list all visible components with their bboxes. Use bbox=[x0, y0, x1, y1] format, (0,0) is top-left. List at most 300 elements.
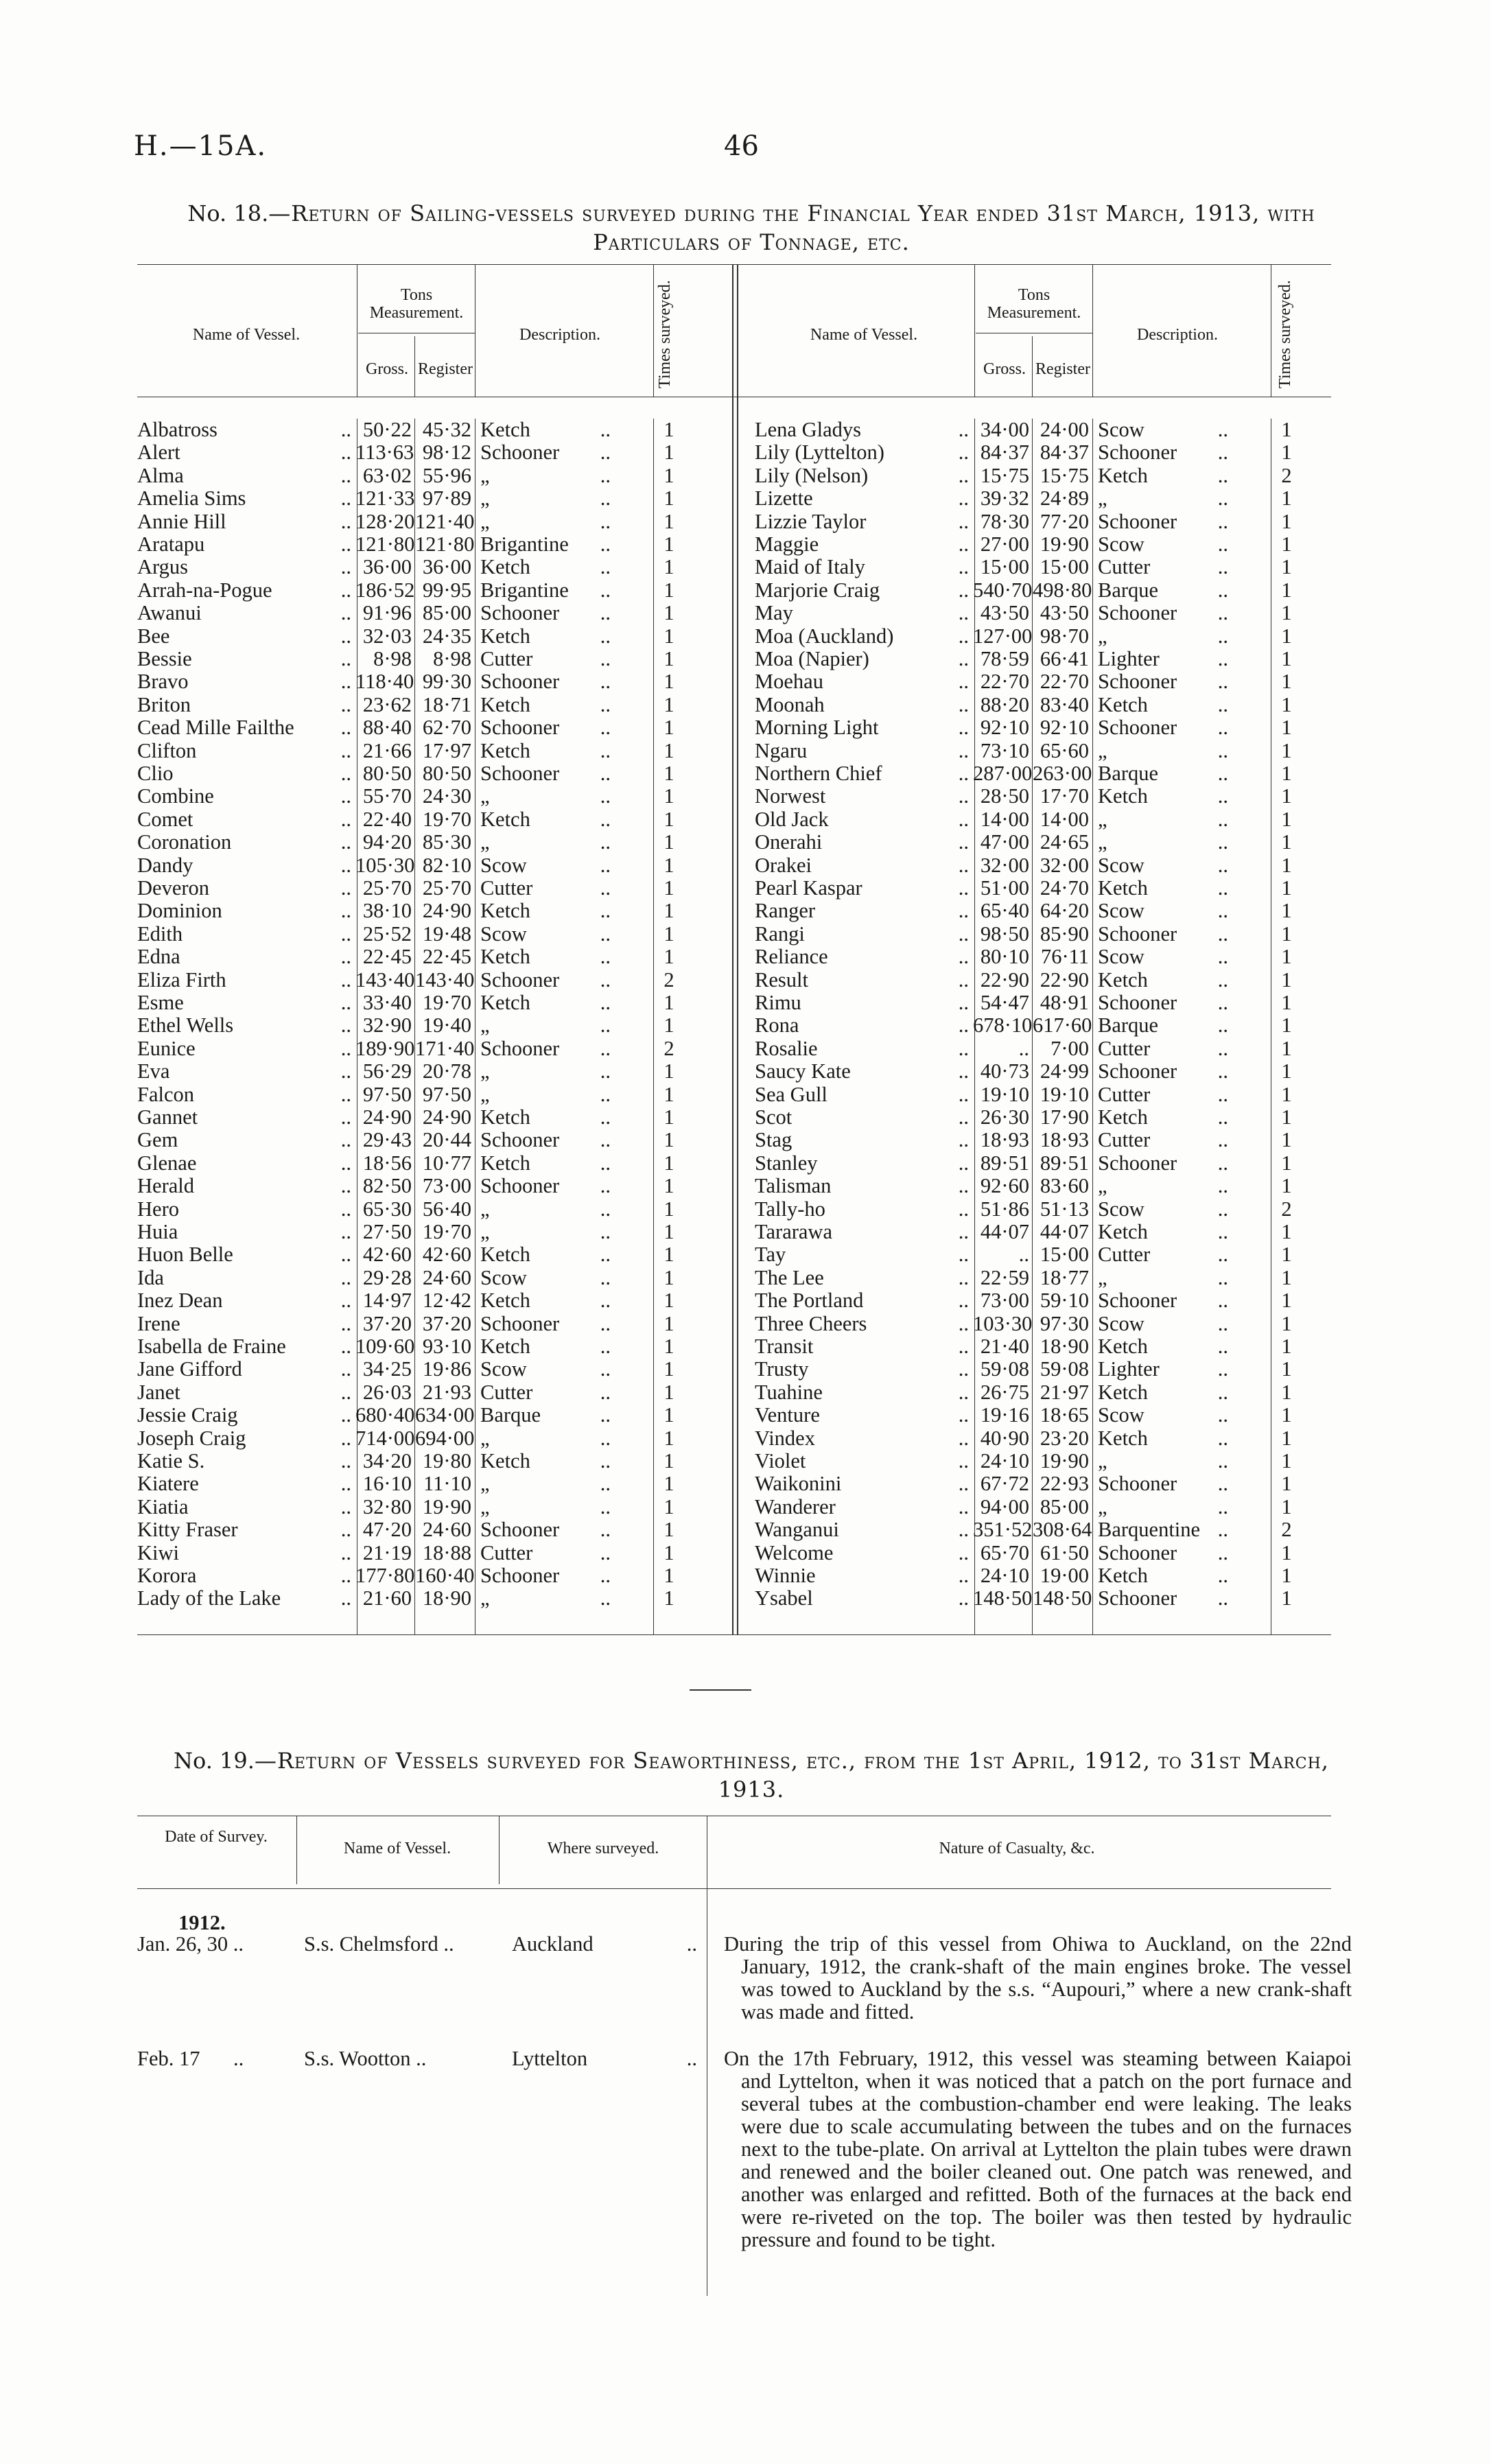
vessel-description: Cutter .. bbox=[1098, 1082, 1228, 1106]
times-surveyed: 1 bbox=[664, 692, 674, 716]
table-row bbox=[137, 1221, 731, 1243]
gross-tonnage: 21·60 bbox=[362, 1586, 412, 1610]
gross-tonnage: 37·20 bbox=[362, 1311, 412, 1335]
vessel-description: Brigantine .. bbox=[480, 532, 611, 556]
col-header-register: Register bbox=[1035, 360, 1090, 378]
vessel-name-text: Jane Gifford bbox=[137, 1358, 242, 1381]
vrule bbox=[653, 264, 654, 397]
times-surveyed: 1 bbox=[664, 418, 674, 441]
vessel-name: Lena Gladys .. bbox=[755, 419, 969, 441]
gross-tonnage: 24·10 bbox=[980, 1564, 1029, 1587]
vessel-description: Ketch .. bbox=[480, 1289, 611, 1313]
vessel-description: Scow .. bbox=[1098, 418, 1228, 441]
register-tonnage: 23·20 bbox=[1040, 1426, 1089, 1450]
table-row bbox=[137, 1267, 731, 1289]
vessel-description-text: „ bbox=[480, 784, 490, 808]
gross-tonnage: 18·93 bbox=[980, 1128, 1029, 1152]
gross-tonnage: 29·43 bbox=[362, 1128, 412, 1152]
times-surveyed: 1 bbox=[1281, 418, 1292, 441]
vessel-description: Schooner .. bbox=[480, 716, 611, 740]
vessel-name-text: Tally-ho bbox=[755, 1197, 825, 1221]
times-surveyed: 1 bbox=[664, 945, 674, 969]
vessel-name: Ida .. bbox=[137, 1266, 351, 1289]
table-row bbox=[137, 533, 731, 556]
vessel-description: „ .. bbox=[480, 1220, 611, 1243]
table-row bbox=[755, 465, 1331, 487]
vessel-name: Combine .. bbox=[137, 785, 351, 808]
vessel-name-text: Bee bbox=[137, 624, 170, 648]
vessel-name-text: Bessie bbox=[137, 648, 192, 670]
gross-tonnage: 65·40 bbox=[980, 899, 1029, 923]
col-header-times: Times surveyed. bbox=[1276, 280, 1294, 388]
vessel-name: Waikonini .. bbox=[755, 1472, 969, 1496]
vessel-name-text: Lena Gladys bbox=[755, 419, 861, 441]
vessel-name: Korora .. bbox=[137, 1564, 351, 1587]
times-surveyed: 1 bbox=[1281, 1311, 1292, 1335]
table-row bbox=[755, 923, 1331, 946]
table-row bbox=[137, 1427, 731, 1450]
table-row bbox=[755, 946, 1331, 968]
vessel-description: Ketch .. bbox=[1098, 1335, 1228, 1358]
register-tonnage: 82·10 bbox=[422, 853, 471, 877]
register-tonnage: 76·11 bbox=[1040, 945, 1089, 969]
register-tonnage: 89·51 bbox=[1040, 1151, 1089, 1175]
vessel-name: Herald .. bbox=[137, 1175, 351, 1198]
table-row bbox=[755, 1014, 1331, 1037]
table-row bbox=[755, 1564, 1331, 1587]
vessel-name-text: Kiatia bbox=[137, 1495, 189, 1518]
times-surveyed: 1 bbox=[1281, 876, 1292, 900]
vessel-name-text: Talisman bbox=[755, 1175, 832, 1198]
vessel-name: Alma .. bbox=[137, 464, 351, 487]
times-surveyed: 1 bbox=[664, 532, 674, 556]
vessel-name-text: Eva bbox=[137, 1060, 170, 1083]
vessel-description-text: Ketch bbox=[480, 555, 530, 579]
vessel-name: Albatross .. bbox=[137, 419, 351, 441]
gross-tonnage: 25·70 bbox=[362, 876, 412, 900]
vessel-name: Deveron .. bbox=[137, 877, 351, 900]
vessel-name-text: Ngaru bbox=[755, 739, 808, 762]
gross-tonnage: 92·60 bbox=[980, 1174, 1029, 1198]
vessel-name: Onerahi .. bbox=[755, 831, 969, 854]
gross-tonnage: 38·10 bbox=[362, 899, 412, 923]
gross-tonnage: 36·00 bbox=[362, 555, 412, 579]
table-row bbox=[137, 1564, 731, 1587]
table-row bbox=[755, 1542, 1331, 1564]
vessel-name: Dominion .. bbox=[137, 900, 351, 923]
vessel-name: Inez Dean .. bbox=[137, 1289, 351, 1313]
times-surveyed: 1 bbox=[664, 624, 674, 648]
table18-caption bbox=[137, 199, 1365, 257]
vessel-description: Scow .. bbox=[1098, 853, 1228, 877]
vessel-name-text: Northern Chief bbox=[755, 762, 882, 785]
gross-tonnage: 29·28 bbox=[362, 1265, 412, 1289]
vessel-description-text: Scow bbox=[1098, 853, 1144, 877]
table-row bbox=[755, 831, 1331, 854]
vessel-name: Bessie .. bbox=[137, 648, 351, 670]
vessel-description: „ .. bbox=[480, 463, 611, 487]
gross-tonnage: 32·00 bbox=[980, 853, 1029, 877]
vessel-name-text: Moa (Napier) bbox=[755, 648, 869, 670]
table-row bbox=[137, 923, 731, 946]
vessel-name-text: Sea Gull bbox=[755, 1083, 827, 1106]
gross-tonnage: 88·20 bbox=[980, 692, 1029, 716]
vessel-description: Ketch .. bbox=[1098, 692, 1228, 716]
times-surveyed: 1 bbox=[664, 1518, 674, 1542]
table-row bbox=[137, 992, 731, 1014]
vessel-description: Ketch .. bbox=[480, 1151, 611, 1175]
gross-tonnage: 91·96 bbox=[362, 601, 412, 625]
vessel-description: Schooner .. bbox=[480, 1564, 611, 1587]
times-surveyed: 1 bbox=[664, 1426, 674, 1450]
vessel-description: Ketch .. bbox=[1098, 1105, 1228, 1129]
vessel-name: Annie Hill .. bbox=[137, 510, 351, 533]
register-tonnage: 24·99 bbox=[1040, 1059, 1089, 1083]
table-row bbox=[137, 1129, 731, 1151]
times-surveyed: 1 bbox=[664, 853, 674, 877]
table-row bbox=[755, 419, 1331, 441]
table-row bbox=[755, 900, 1331, 922]
register-tonnage: 24·00 bbox=[1040, 418, 1089, 441]
table18-double-rule-b bbox=[737, 264, 738, 1635]
vessel-name: Saucy Kate .. bbox=[755, 1060, 969, 1083]
register-tonnage: 17·90 bbox=[1040, 1105, 1089, 1129]
times-surveyed: 1 bbox=[664, 1403, 674, 1427]
gross-tonnage: 78·30 bbox=[980, 509, 1029, 533]
vessel-name: Gannet .. bbox=[137, 1106, 351, 1129]
vessel-description-text: Scow bbox=[1098, 1197, 1144, 1221]
vessel-description: Ketch .. bbox=[480, 624, 611, 648]
vessel-name: S.s. Wootton .. bbox=[304, 2047, 427, 2070]
vessel-description-text: „ bbox=[1098, 1494, 1107, 1518]
vessel-description: Schooner .. bbox=[1098, 1059, 1228, 1083]
times-surveyed: 1 bbox=[664, 1357, 674, 1381]
vessel-name: Rimu .. bbox=[755, 992, 969, 1014]
vessel-description-text: Schooner bbox=[480, 441, 560, 465]
vessel-name-text: Cead Mille Failthe bbox=[137, 716, 294, 740]
vessel-description-text: „ bbox=[480, 1586, 490, 1610]
vessel-description: „ .. bbox=[480, 1059, 611, 1083]
table-row bbox=[137, 969, 731, 992]
register-tonnage: 263·00 bbox=[1033, 762, 1092, 785]
register-tonnage: 83·40 bbox=[1040, 692, 1089, 716]
register-tonnage: 617·60 bbox=[1033, 1013, 1092, 1037]
vessel-description: Ketch .. bbox=[1098, 876, 1228, 900]
vessel-description: Schooner .. bbox=[480, 967, 611, 992]
table-row bbox=[755, 1289, 1331, 1312]
table-row bbox=[137, 1472, 731, 1495]
table-row bbox=[137, 1037, 731, 1060]
register-tonnage: 21·93 bbox=[422, 1380, 471, 1404]
vessel-description: Schooner .. bbox=[1098, 601, 1228, 625]
vessel-name-text: The Lee bbox=[755, 1266, 824, 1289]
vessel-description: „ .. bbox=[1098, 1265, 1228, 1289]
vessel-name: Kitty Fraser .. bbox=[137, 1518, 351, 1542]
times-surveyed: 1 bbox=[664, 463, 674, 487]
times-surveyed: 1 bbox=[664, 1197, 674, 1221]
register-tonnage: 85·00 bbox=[1040, 1494, 1089, 1518]
vrule bbox=[414, 336, 415, 397]
vessel-name-text: Waikonini bbox=[755, 1472, 842, 1496]
vessel-description: Ketch .. bbox=[480, 807, 611, 831]
table-row bbox=[137, 556, 731, 578]
table-row bbox=[755, 1518, 1331, 1541]
times-surveyed: 1 bbox=[1281, 967, 1292, 992]
gross-tonnage: 47·00 bbox=[980, 830, 1029, 854]
times-surveyed: 1 bbox=[1281, 784, 1292, 808]
gross-tonnage: .. bbox=[1018, 1243, 1029, 1267]
gross-tonnage: 80·50 bbox=[362, 762, 412, 785]
times-surveyed: 1 bbox=[664, 441, 674, 465]
vessel-name: Lily (Lyttelton) .. bbox=[755, 441, 969, 465]
vessel-name-text: Tay bbox=[755, 1243, 786, 1267]
register-tonnage: 37·20 bbox=[422, 1311, 471, 1335]
times-surveyed: 1 bbox=[1281, 762, 1292, 785]
times-surveyed: 1 bbox=[1281, 1220, 1292, 1243]
vessel-description: Schooner .. bbox=[480, 1311, 611, 1335]
table-row bbox=[137, 1496, 731, 1518]
vessel-name-text: Ysabel bbox=[755, 1587, 813, 1610]
vessel-name-text: Herald bbox=[137, 1175, 194, 1198]
register-tonnage: 634·00 bbox=[415, 1403, 475, 1427]
vessel-description-text: Cutter bbox=[480, 1540, 533, 1564]
times-surveyed: 1 bbox=[1281, 1243, 1292, 1267]
vessel-name: Kiatere .. bbox=[137, 1472, 351, 1496]
vessel-description-text: Ketch bbox=[480, 738, 530, 762]
gross-tonnage: 44·07 bbox=[980, 1220, 1029, 1243]
register-tonnage: 19·48 bbox=[422, 922, 471, 946]
table-row bbox=[755, 1221, 1331, 1243]
gross-tonnage: 65·70 bbox=[980, 1540, 1029, 1564]
times-surveyed: 1 bbox=[664, 1059, 674, 1083]
register-tonnage: 19·00 bbox=[1040, 1564, 1089, 1587]
vessel-description: Schooner .. bbox=[480, 441, 611, 465]
vessel-description-text: „ bbox=[480, 830, 490, 854]
gross-tonnage: 94·00 bbox=[980, 1494, 1029, 1518]
vessel-description-text: „ bbox=[480, 486, 490, 511]
register-tonnage: 18·93 bbox=[1040, 1128, 1089, 1152]
vessel-name-text: Welcome bbox=[755, 1541, 834, 1564]
gross-tonnage: 105·30 bbox=[355, 853, 415, 877]
vessel-description-text: „ bbox=[1098, 1265, 1107, 1289]
survey-location-text: Auckland bbox=[512, 1932, 594, 1956]
register-tonnage: 15·00 bbox=[1040, 1243, 1089, 1267]
vessel-name-text: Moehau bbox=[755, 670, 823, 694]
vessel-name-text: The Portland bbox=[755, 1289, 864, 1313]
vessel-name: Ysabel .. bbox=[755, 1587, 969, 1610]
vessel-name-text: Briton bbox=[137, 693, 191, 716]
vessel-name-text: Moonah bbox=[755, 693, 825, 716]
register-tonnage: 24·60 bbox=[422, 1265, 471, 1289]
times-surveyed: 1 bbox=[664, 1311, 674, 1335]
register-tonnage: 18·90 bbox=[1040, 1335, 1089, 1358]
times-surveyed: 1 bbox=[664, 486, 674, 511]
gross-tonnage: 22·45 bbox=[362, 945, 412, 969]
vessel-name: Arrah-na-Pogue .. bbox=[137, 578, 351, 602]
gross-tonnage: 34·25 bbox=[362, 1357, 412, 1381]
times-surveyed: 1 bbox=[664, 1151, 674, 1175]
gross-tonnage: 22·90 bbox=[980, 967, 1029, 992]
gross-tonnage: .. bbox=[1018, 1036, 1029, 1060]
vessel-description: „ .. bbox=[1098, 738, 1228, 762]
register-tonnage: 12·42 bbox=[422, 1289, 471, 1313]
table-row bbox=[755, 1472, 1331, 1495]
vessel-description-text: Ketch bbox=[1098, 1426, 1148, 1450]
vessel-description: „ .. bbox=[480, 509, 611, 533]
gross-tonnage: 540·70 bbox=[973, 578, 1033, 602]
vessel-name-text: Rangi bbox=[755, 922, 805, 946]
gross-tonnage: 32·90 bbox=[362, 1013, 412, 1037]
vessel-name-text: Lizzie Taylor bbox=[755, 510, 867, 533]
vessel-name-text: Lily (Lyttelton) bbox=[755, 441, 884, 465]
vessel-description: Ketch .. bbox=[1098, 1380, 1228, 1404]
register-tonnage: 20·78 bbox=[422, 1059, 471, 1083]
register-tonnage: 85·90 bbox=[1040, 922, 1089, 946]
vessel-name: Comet .. bbox=[137, 808, 351, 831]
register-tonnage: 694·00 bbox=[415, 1426, 475, 1450]
vessel-name: Talisman .. bbox=[755, 1175, 969, 1198]
register-tonnage: 19·40 bbox=[422, 1013, 471, 1037]
gross-tonnage: 24·10 bbox=[980, 1449, 1029, 1472]
times-surveyed: 1 bbox=[1281, 1128, 1292, 1152]
vessel-name-text: Albatross bbox=[137, 419, 218, 441]
gross-tonnage: 67·72 bbox=[980, 1472, 1029, 1496]
page-number: 46 bbox=[724, 130, 759, 162]
vessel-name-text: Marjorie Craig bbox=[755, 578, 880, 602]
vessel-description: „ .. bbox=[480, 1494, 611, 1518]
gross-tonnage: 26·03 bbox=[362, 1380, 412, 1404]
vessel-description-text: Scow bbox=[480, 1357, 527, 1381]
times-surveyed: 1 bbox=[1281, 1013, 1292, 1037]
vessel-description-text: Schooner bbox=[1098, 1472, 1177, 1496]
vessel-name: Scot .. bbox=[755, 1106, 969, 1129]
vessel-name-text: Edna bbox=[137, 946, 180, 969]
register-tonnage: 19·70 bbox=[422, 991, 471, 1014]
table-row bbox=[755, 1496, 1331, 1518]
table-row bbox=[755, 1587, 1331, 1610]
times-surveyed: 1 bbox=[664, 1174, 674, 1198]
register-tonnage: 45·32 bbox=[422, 418, 471, 441]
gross-tonnage: 78·59 bbox=[980, 647, 1029, 670]
vessel-description: Cutter .. bbox=[1098, 555, 1228, 579]
gross-tonnage: 27·50 bbox=[362, 1220, 412, 1243]
gross-tonnage: 18·56 bbox=[362, 1151, 412, 1175]
vessel-name: Isabella de Fraine .. bbox=[137, 1335, 351, 1358]
table-row bbox=[755, 556, 1331, 578]
times-surveyed: 1 bbox=[1281, 1403, 1292, 1427]
vessel-name: Stag .. bbox=[755, 1129, 969, 1152]
table-row bbox=[137, 1106, 731, 1129]
table-row bbox=[755, 877, 1331, 900]
vessel-description-text: Cutter bbox=[480, 1380, 533, 1404]
register-tonnage: 18·88 bbox=[422, 1540, 471, 1564]
gross-tonnage: 32·80 bbox=[362, 1494, 412, 1518]
vessel-name: Reliance .. bbox=[755, 946, 969, 969]
times-surveyed: 1 bbox=[1281, 1105, 1292, 1129]
gross-tonnage: 94·20 bbox=[362, 830, 412, 854]
vessel-description-text: Scow bbox=[1098, 418, 1144, 441]
table-row bbox=[137, 785, 731, 808]
table-row bbox=[137, 1014, 731, 1037]
vessel-description: „ .. bbox=[1098, 1449, 1228, 1472]
vessel-name: Rona .. bbox=[755, 1014, 969, 1037]
survey-location: Lyttelton .. bbox=[512, 2047, 697, 2070]
gross-tonnage: 678·10 bbox=[973, 1013, 1033, 1037]
vessel-description: Ketch .. bbox=[480, 945, 611, 969]
table19-caption bbox=[137, 1746, 1365, 1804]
table-row bbox=[755, 1404, 1331, 1427]
gross-tonnage: 22·40 bbox=[362, 807, 412, 831]
gross-tonnage: 143·40 bbox=[355, 967, 415, 992]
register-tonnage: 97·50 bbox=[422, 1082, 471, 1106]
vessel-name: Dandy .. bbox=[137, 854, 351, 877]
vessel-description: Schooner .. bbox=[480, 1128, 611, 1152]
vessel-description-text: Ketch bbox=[480, 945, 530, 969]
vessel-description-text: Ketch bbox=[1098, 1564, 1148, 1587]
gross-tonnage: 54·47 bbox=[980, 991, 1029, 1014]
table-row bbox=[755, 854, 1331, 877]
vessel-description-text: Scow bbox=[1098, 1311, 1144, 1335]
vessel-name-text: Esme bbox=[137, 992, 184, 1014]
gross-tonnage: 27·00 bbox=[980, 532, 1029, 556]
vessel-name: Trusty .. bbox=[755, 1358, 969, 1381]
gross-tonnage: 19·16 bbox=[980, 1403, 1029, 1427]
times-surveyed: 1 bbox=[664, 509, 674, 533]
vessel-description-text: Ketch bbox=[480, 1289, 530, 1313]
vessel-name: The Portland .. bbox=[755, 1289, 969, 1313]
gross-tonnage: 26·75 bbox=[980, 1380, 1029, 1404]
gross-tonnage: 14·97 bbox=[362, 1289, 412, 1313]
register-tonnage: 43·50 bbox=[1040, 601, 1089, 625]
vessel-description-text: Schooner bbox=[480, 1036, 560, 1060]
table-row bbox=[755, 1198, 1331, 1221]
vessel-description-text: Scow bbox=[1098, 1403, 1144, 1427]
vessel-name: Moa (Auckland) .. bbox=[755, 624, 969, 648]
register-tonnage: 8·98 bbox=[433, 647, 471, 670]
vessel-description: „ .. bbox=[1098, 830, 1228, 854]
gross-tonnage: 103·30 bbox=[973, 1311, 1033, 1335]
times-surveyed: 1 bbox=[1281, 509, 1292, 533]
survey-date-text: Jan. 26, 30 bbox=[137, 1932, 228, 1956]
vessel-name: Sea Gull .. bbox=[755, 1083, 969, 1106]
gross-tonnage: 98·50 bbox=[980, 922, 1029, 946]
vessel-name: Wanderer .. bbox=[755, 1495, 969, 1518]
vessel-description-text: Ketch bbox=[480, 1335, 530, 1358]
vessel-description: Ketch .. bbox=[1098, 1220, 1228, 1243]
vessel-description: Ketch .. bbox=[1098, 1426, 1228, 1450]
times-surveyed: 1 bbox=[1281, 1564, 1292, 1587]
times-surveyed: 2 bbox=[664, 967, 674, 992]
register-tonnage: 10·77 bbox=[422, 1151, 471, 1175]
vessel-name-text: Lady of the Lake bbox=[137, 1587, 281, 1610]
vessel-description-text: Schooner bbox=[480, 1128, 560, 1152]
col-header-description: Description. bbox=[1137, 326, 1218, 344]
gross-tonnage: 51·86 bbox=[980, 1197, 1029, 1221]
register-tonnage: 11·10 bbox=[423, 1472, 471, 1496]
vessel-name: Stanley .. bbox=[755, 1151, 969, 1175]
vessel-description: „ .. bbox=[1098, 1174, 1228, 1198]
col-header-name: Name of Vessel. bbox=[810, 326, 918, 344]
gross-tonnage: 84·37 bbox=[980, 441, 1029, 465]
vessel-name-text: Ranger bbox=[755, 900, 816, 923]
table-row bbox=[137, 854, 731, 877]
table-row bbox=[755, 1335, 1331, 1358]
register-tonnage: 61·50 bbox=[1040, 1540, 1089, 1564]
table-row bbox=[137, 900, 731, 922]
register-tonnage: 21·97 bbox=[1040, 1380, 1089, 1404]
vessel-name-text: Irene bbox=[137, 1312, 180, 1335]
vessel-name: Lizette .. bbox=[755, 487, 969, 511]
